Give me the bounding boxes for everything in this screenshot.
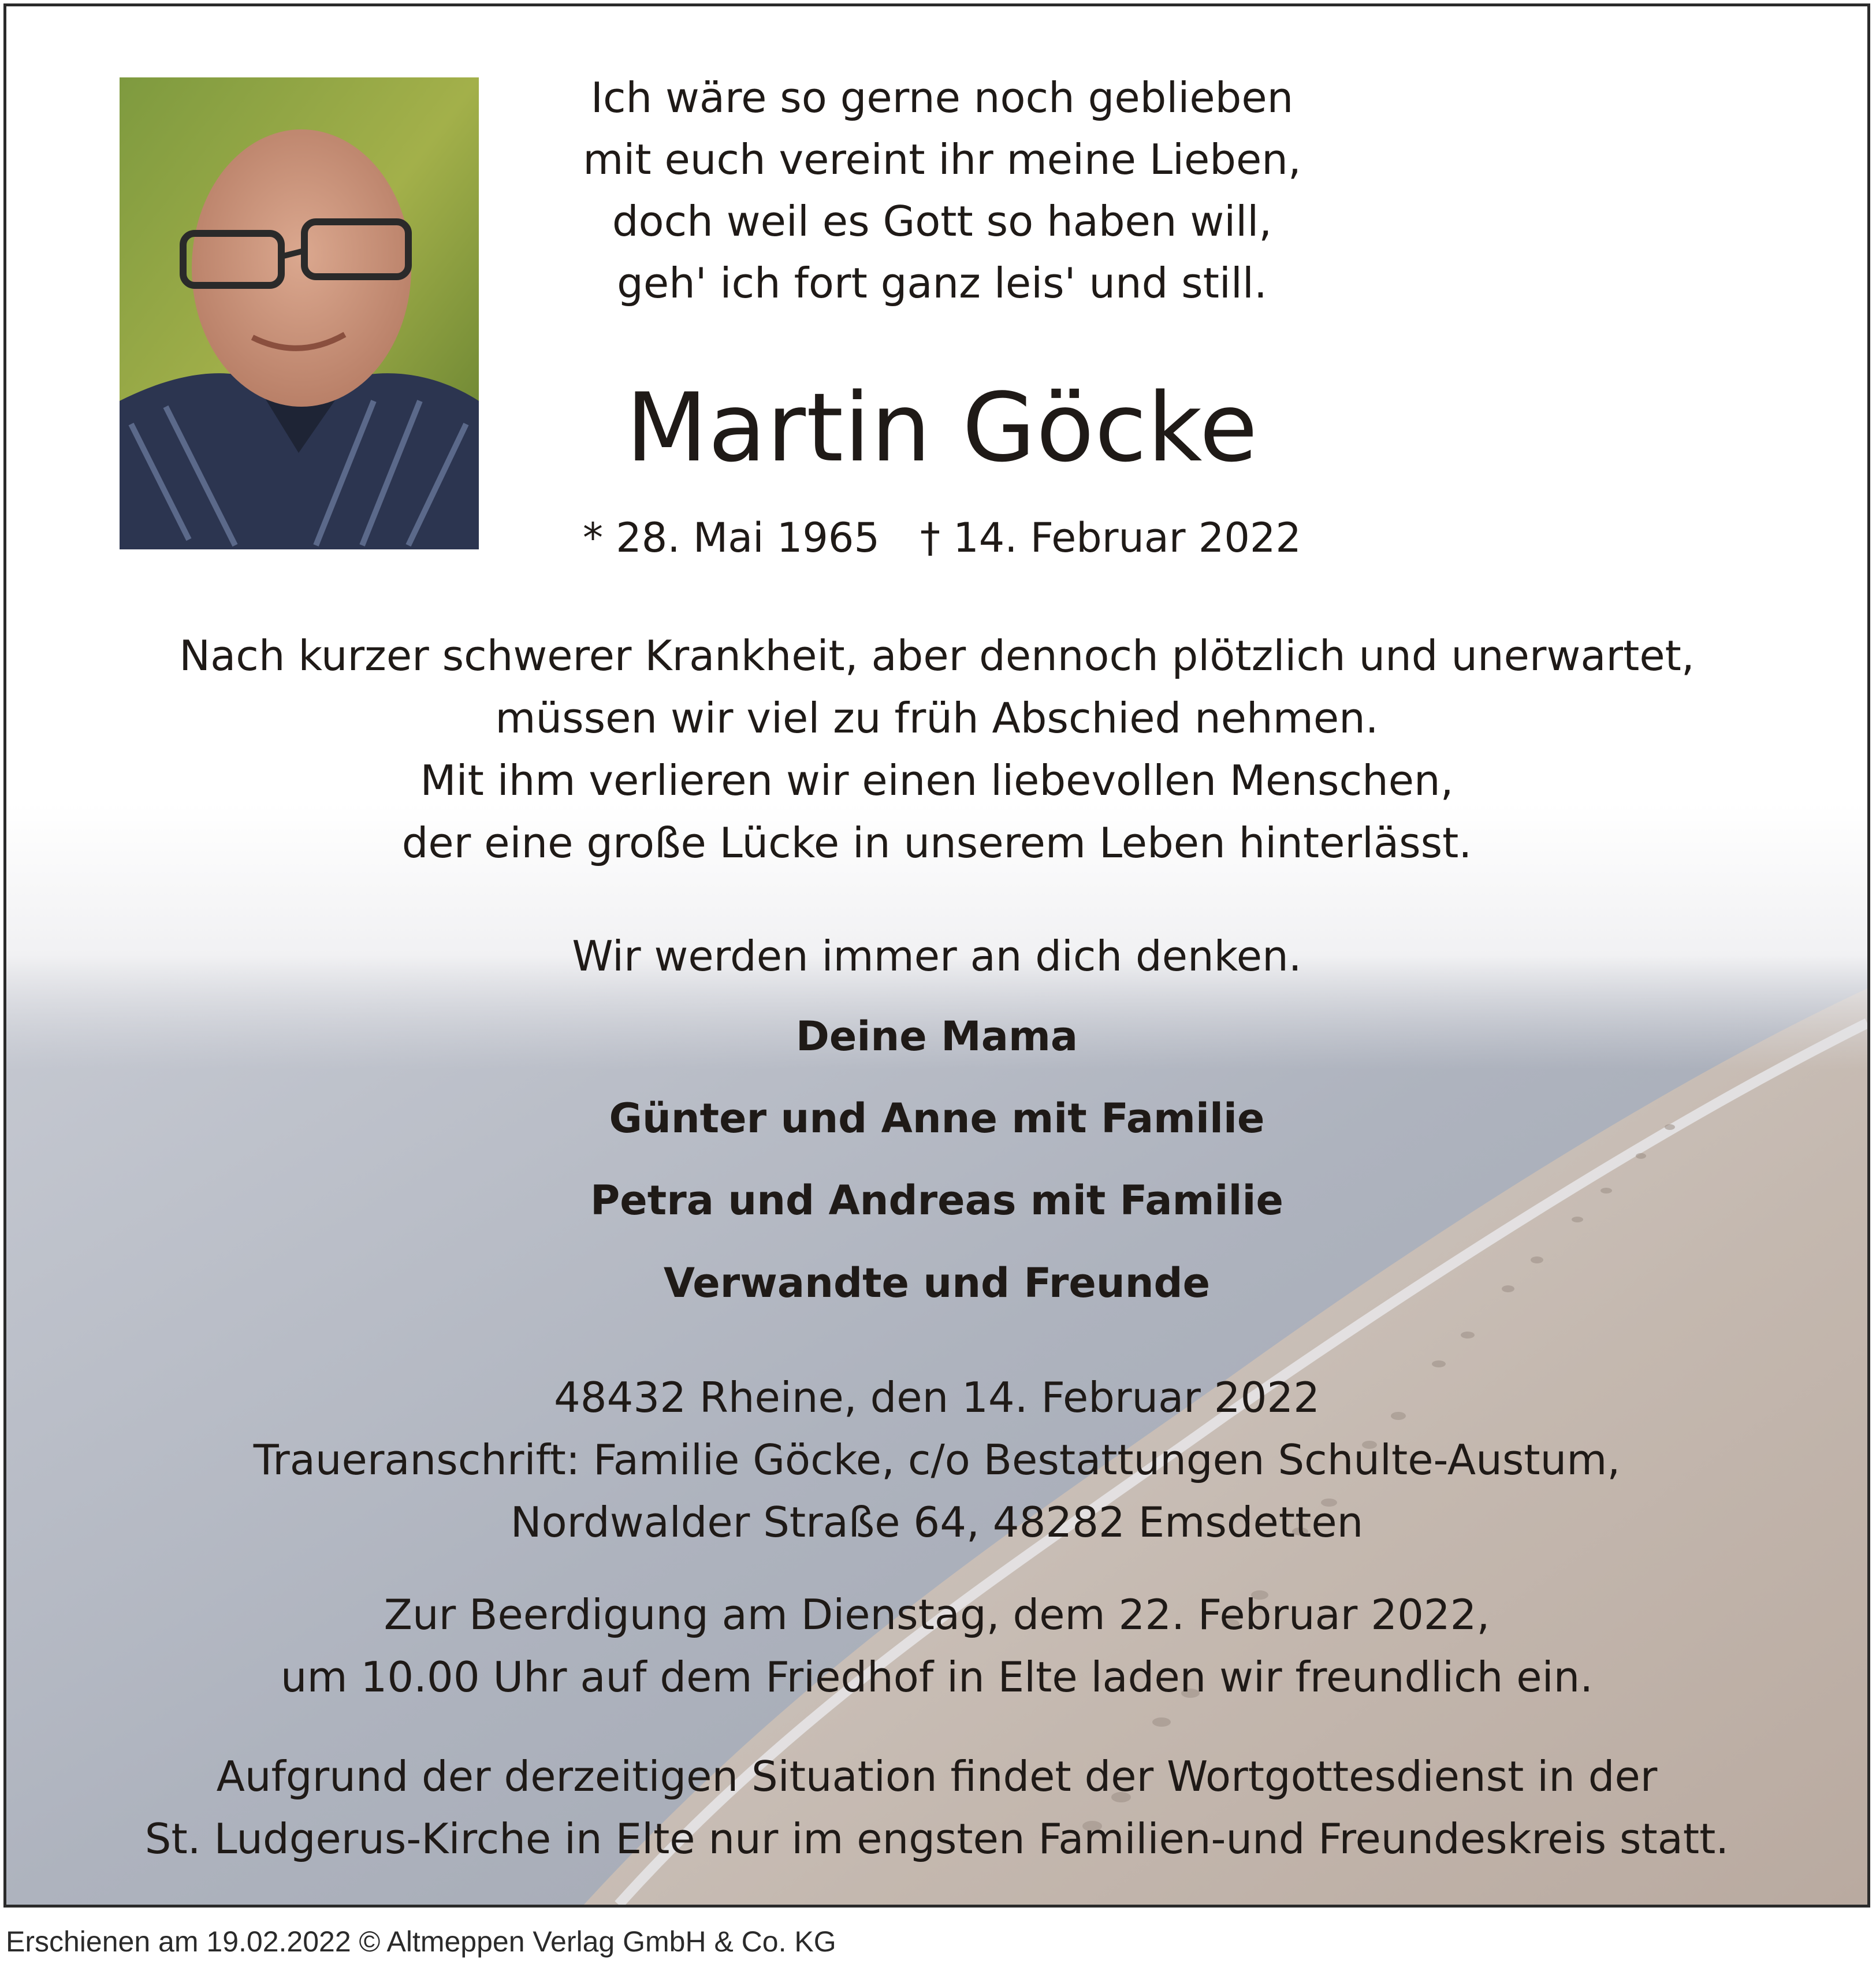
message-line: Nach kurzer schwerer Krankheit, aber dennoch plötzlich und unerwartet, <box>179 631 1695 680</box>
address-line: Traueranschrift: Familie Göcke, c/o Bestattungen Schulte-Austum, <box>253 1436 1621 1484</box>
birth-date: * 28. Mai 1965 <box>583 514 880 562</box>
mourner-name: Verwandte und Freunde <box>663 1259 1211 1307</box>
death-date: † 14. Februar 2022 <box>920 514 1301 562</box>
message-line: der eine große Lücke in unserem Leben hinterlässt. <box>401 819 1472 867</box>
mourner-name: Petra und Andreas mit Familie <box>590 1177 1283 1224</box>
farewell-message <box>6 624 1867 874</box>
message-line: müssen wir viel zu früh Abschied nehmen. <box>495 694 1379 742</box>
obituary-frame <box>3 3 1870 1908</box>
poem-line: geh' ich fort ganz leis' und still. <box>617 259 1267 307</box>
portrait-photo <box>120 77 479 549</box>
obituary-content <box>6 6 1867 1905</box>
deceased-name: Martin Göcke <box>626 373 1259 483</box>
mourner-name: Deine Mama <box>795 1013 1078 1060</box>
mourning-address <box>6 1366 1867 1553</box>
poem-line: Ich wäre so gerne noch geblieben <box>590 73 1294 122</box>
poem-line: mit euch vereint ihr meine Lieben, <box>583 135 1301 184</box>
life-dates <box>480 509 1404 567</box>
message-line: Mit ihm verlieren wir einen liebevollen Menschen, <box>420 756 1454 805</box>
funeral-line: um 10.00 Uhr auf dem Friedhof in Elte laden wir freundlich ein. <box>280 1653 1594 1701</box>
publication-footer: Erschienen am 19.02.2022 © Altmeppen Verlag GmbH & Co. KG <box>6 1925 836 1958</box>
service-note-line: St. Ludgerus-Kirche in Elte nur im engsten Familien-und Freundeskreis statt. <box>144 1815 1729 1863</box>
address-line: 48432 Rheine, den 14. Februar 2022 <box>553 1373 1320 1422</box>
mourner-name: Günter und Anne mit Familie <box>609 1095 1265 1142</box>
funeral-line: Zur Beerdigung am Dienstag, dem 22. Februar 2022, <box>384 1590 1490 1639</box>
address-line: Nordwalder Straße 64, 48282 Emsdetten <box>510 1498 1364 1546</box>
funeral-info <box>6 1583 1867 1708</box>
remembrance-line: Wir werden immer an dich denken. <box>572 932 1302 980</box>
service-note <box>6 1745 1867 1870</box>
service-note-line: Aufgrund der derzeitigen Situation findet der Wortgottesdienst in der <box>216 1752 1658 1801</box>
poem <box>480 67 1404 314</box>
poem-line: doch weil es Gott so haben will, <box>612 197 1272 246</box>
